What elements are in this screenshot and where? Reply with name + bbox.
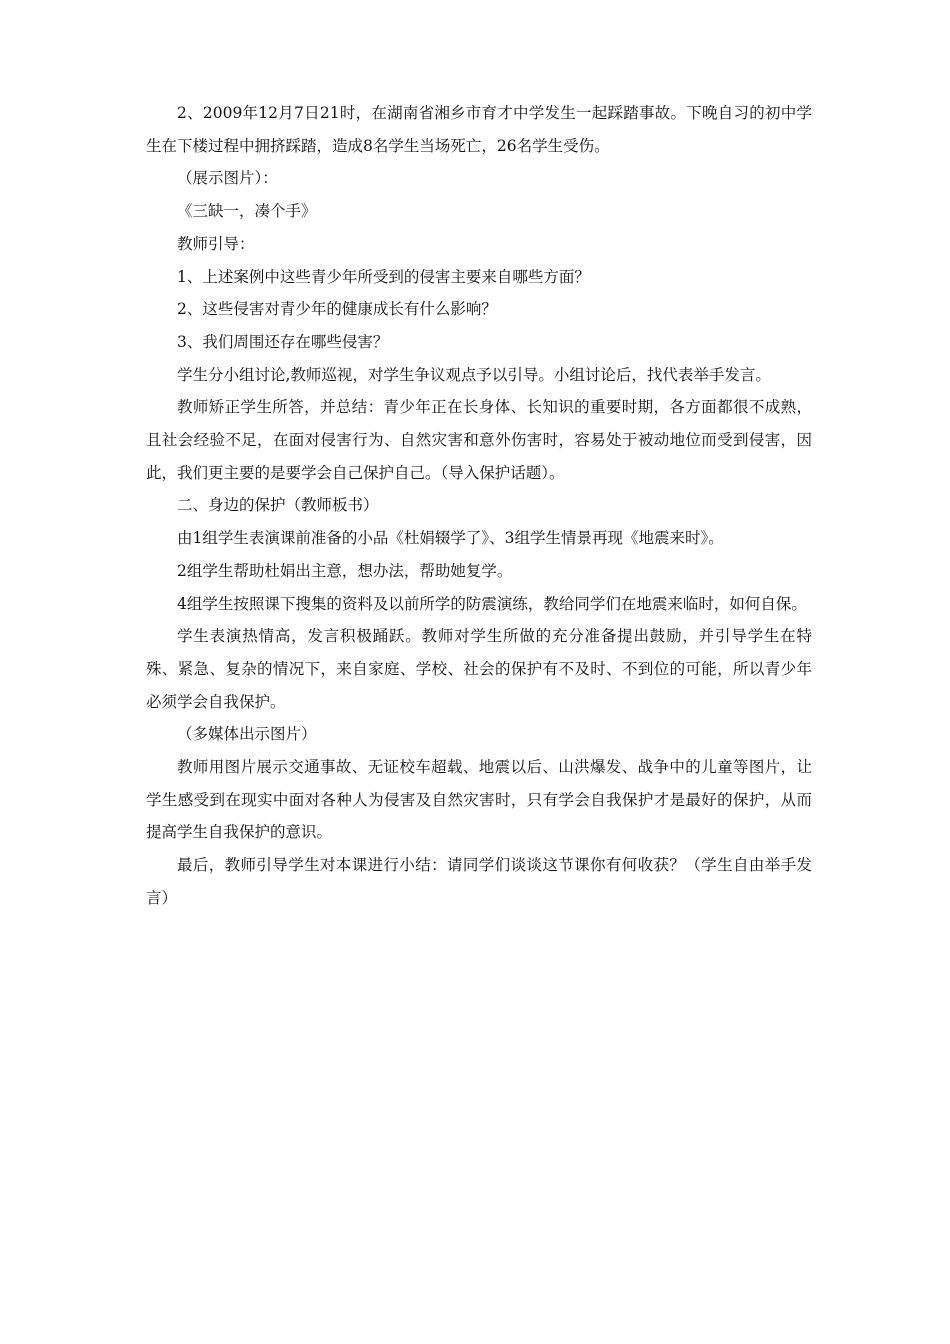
paragraph-group-1-3: 由1组学生表演课前准备的小品《杜娟辍学了》、3组学生情景再现《地震来时》。: [177, 529, 724, 548]
paragraph-group-4: 4组学生按照课下搜集的资料及以前所学的防震演练，教给同学们在地震来临时，如何自保。: [177, 594, 807, 613]
paragraph-question-2: 2、这些侵害对青少年的健康成长有什么影响？: [177, 300, 497, 319]
paragraph-pictures-display: 教师用图片展示交通事故、无证校车超载、地震以后、山洪爆发、战争中的儿童等图片，让学生感受到在现实中面对各种人为侵害及自然灾害时，只有学会自我保护才是最好的保护，从而提高学生自我保护的意识。: [146, 758, 812, 842]
document-body: [146, 97, 812, 915]
paragraph-title-sanqueyi: 《三缺一，凑个手》: [177, 202, 317, 221]
paragraph-show-pictures: （展示图片）：: [177, 169, 278, 188]
paragraph-question-1: 1、上述案例中这些青少年所受到的侵害主要来自哪些方面？: [177, 267, 590, 286]
paragraph-section-heading: 二、身边的保护（教师板书）: [177, 496, 379, 515]
paragraph-conclusion: 最后，教师引导学生对本课进行小结：请同学们谈谈这节课你有何收获？（学生自由举手发言）: [146, 856, 812, 907]
paragraph-teacher-guide: 教师引导：: [177, 234, 255, 253]
paragraph-group-discussion: 学生分小组讨论,教师巡视，对学生争议观点予以引导。小组讨论后，找代表举手发言。: [177, 365, 771, 384]
paragraph-teacher-summary: 教师矫正学生所答，并总结：青少年正在长身体、长知识的重要时期，各方面都很不成熟，且社会经验不足，在面对侵害行为、自然灾害和意外伤害时，容易处于被动地位而受到侵害，因此，我们更主要的是要学会自己保护自己。（导入保护话题）。: [146, 398, 812, 482]
paragraph-multimedia: （多媒体出示图片）: [177, 725, 317, 744]
paragraph-question-3: 3、我们周围还存在哪些侵害？: [177, 332, 389, 351]
paragraph-performance: 学生表演热情高，发言积极踊跃。教师对学生所做的充分准备提出鼓励，并引导学生在特殊、紧急、复杂的情况下，来自家庭、学校、社会的保护有不及时、不到位的可能，所以青少年必须学会自我保护。: [146, 627, 812, 711]
paragraph-group-2: 2组学生帮助杜娟出主意，想办法，帮助她复学。: [177, 561, 513, 580]
paragraph-case-2: 2、2009年12月7日21时，在湖南省湘乡市育才中学发生一起踩踏事故。下晚自习的初中学生在下楼过程中拥挤踩踏，造成8名学生当场死亡，26名学生受伤。: [146, 104, 812, 155]
